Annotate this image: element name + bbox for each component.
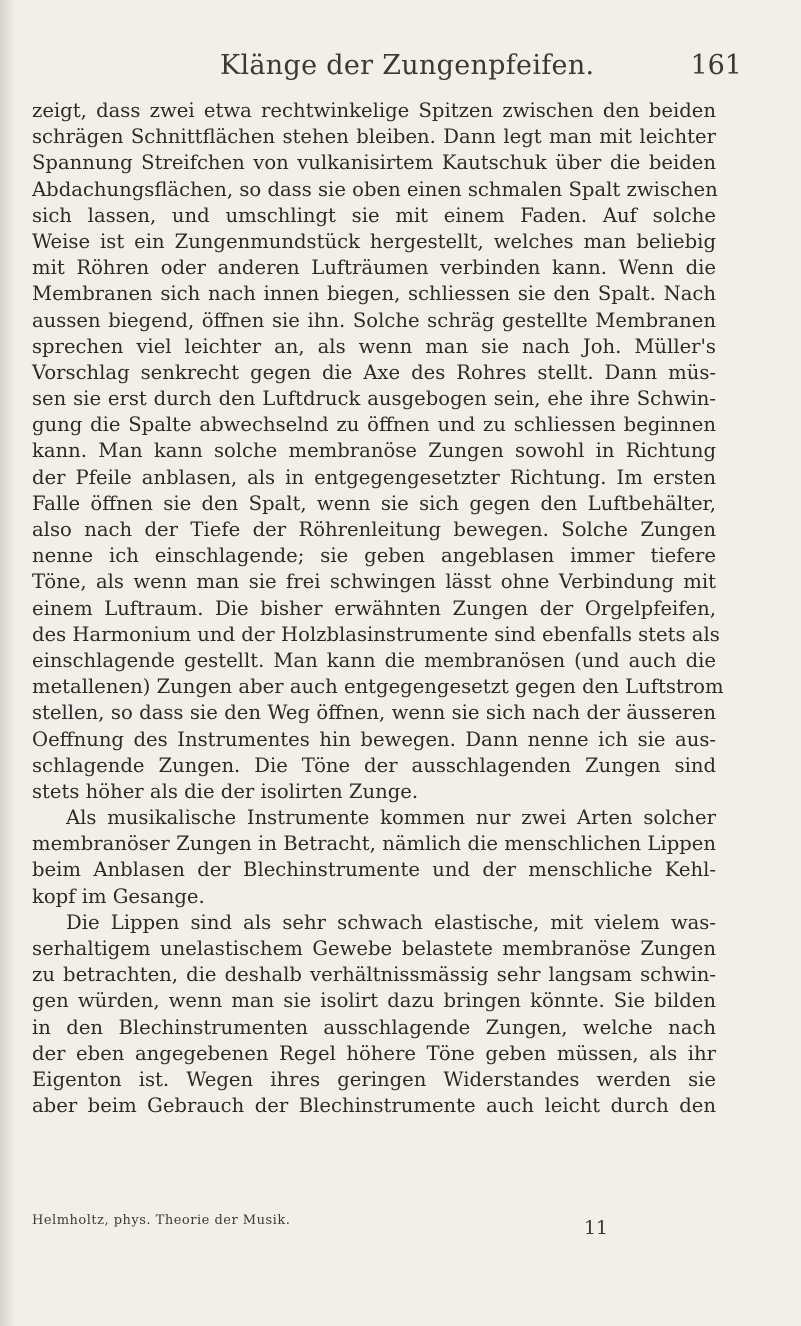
text-line: Töne, als wenn man sie frei schwingen lässt ohne Verbindung mit bbox=[32, 570, 716, 594]
running-title: Klänge der Zungenpfeifen. bbox=[220, 50, 595, 81]
text-line: Eigenton ist. Wegen ihres geringen Widerstandes werden sie bbox=[32, 1067, 716, 1091]
text-line: Abdachungsflächen, so dass sie oben einen schmalen Spalt zwischen bbox=[32, 177, 718, 201]
text-line: sen sie erst durch den Luftdruck ausgebogen sein, ehe ihre Schwin- bbox=[32, 387, 716, 411]
text-line: mit Röhren oder anderen Lufträumen verbinden kann. Wenn die bbox=[32, 256, 716, 280]
text-line: Weise ist ein Zungenmundstück hergestellt, welches man beliebig bbox=[32, 229, 716, 253]
text-line: Falle öffnen sie den Spalt, wenn sie sich gegen den Luftbehälter, bbox=[32, 491, 716, 515]
text-line: Spannung Streifchen von vulkanisirtem Kautschuk über die beiden bbox=[32, 151, 716, 175]
text-line: sprechen viel leichter an, als wenn man sie nach Joh. Müller's bbox=[32, 334, 716, 358]
body-text bbox=[32, 98, 724, 1119]
paragraph-end-line: stets höher als die der isolirten Zunge. bbox=[32, 779, 419, 803]
text-line: der Pfeile anblasen, als in entgegengesetzter Richtung. Im ersten bbox=[32, 465, 716, 489]
text-line: serhaltigem unelastischem Gewebe belastete membranöse Zungen bbox=[32, 937, 716, 960]
paragraph-start-line: Als musikalische Instrumente kommen nur zwei Arten solcher bbox=[66, 806, 716, 830]
paragraph-start-line: Die Lippen sind als sehr schwach elastische, mit vielem was- bbox=[66, 910, 716, 934]
text-line: membranöser Zungen in Betracht, nämlich die menschlichen Lippen bbox=[32, 832, 716, 856]
text-line: metallenen) Zungen aber auch entgegengesetzt gegen den Luftstrom bbox=[32, 675, 724, 699]
text-line: Membranen sich nach innen biegen, schliessen sie den Spalt. Nach bbox=[32, 282, 716, 306]
text-line: Vorschlag senkrecht gegen die Axe des Rohres stellt. Dann müs- bbox=[32, 360, 716, 384]
text-line: zeigt, dass zwei etwa rechtwinkelige Spitzen zwischen den beiden bbox=[32, 99, 716, 122]
text-line: schrägen Schnittflächen stehen bleiben. Dann legt man mit leichter bbox=[32, 125, 716, 149]
text-line: aussen biegend, öffnen sie ihn. Solche schräg gestellte Membranen bbox=[32, 308, 716, 332]
printer-signature: Helmholtz, phys. Theorie der Musik. bbox=[32, 1213, 291, 1228]
page-binding-edge bbox=[0, 0, 14, 1326]
page-header bbox=[30, 50, 772, 90]
text-line: aber beim Gebrauch der Blechinstrumente auch leicht durch den bbox=[32, 1094, 716, 1118]
text-line: zu betrachten, die deshalb verhältnissmässig sehr langsam schwin- bbox=[32, 963, 716, 987]
text-line: stellen, so dass sie den Weg öffnen, wenn sie sich nach der äusseren bbox=[32, 701, 716, 725]
text-line: Oeffnung des Instrumentes hin bewegen. Dann nenne ich sie aus- bbox=[32, 727, 716, 751]
text-line: also nach der Tiefe der Röhrenleitung bewegen. Solche Zungen bbox=[32, 518, 716, 541]
text-line: einschlagende gestellt. Man kann die membranösen (und auch die bbox=[32, 648, 716, 672]
text-line: sich lassen, und umschlingt sie mit einem Faden. Auf solche bbox=[32, 203, 716, 227]
page-number: 161 bbox=[690, 50, 742, 81]
text-line: in den Blechinstrumenten ausschlagende Zungen, welche nach bbox=[32, 1015, 716, 1039]
text-line: der eben angegebenen Regel höhere Töne geben müssen, als ihr bbox=[32, 1041, 716, 1065]
text-line: gung die Spalte abwechselnd zu öffnen und zu schliessen beginnen bbox=[32, 413, 716, 437]
text-line: kann. Man kann solche membranöse Zungen sowohl in Richtung bbox=[32, 439, 716, 463]
text-line: des Harmonium und der Holzblasinstrumente sind ebenfalls stets als bbox=[32, 622, 720, 646]
page-footer bbox=[32, 1213, 716, 1237]
text-line: schlagende Zungen. Die Töne der ausschlagenden Zungen sind bbox=[32, 753, 716, 777]
text-line: nenne ich einschlagende; sie geben angeblasen immer tiefere bbox=[32, 544, 716, 568]
text-line: gen würden, wenn man sie isolirt dazu bringen könnte. Sie bilden bbox=[32, 989, 716, 1013]
text-line: beim Anblasen der Blechinstrumente und der menschliche Kehl- bbox=[32, 858, 716, 882]
sheet-number: 11 bbox=[583, 1217, 608, 1239]
paragraph-end-line: kopf im Gesange. bbox=[32, 884, 205, 908]
text-line: einem Luftraum. Die bisher erwähnten Zungen der Orgelpfeifen, bbox=[32, 596, 716, 620]
